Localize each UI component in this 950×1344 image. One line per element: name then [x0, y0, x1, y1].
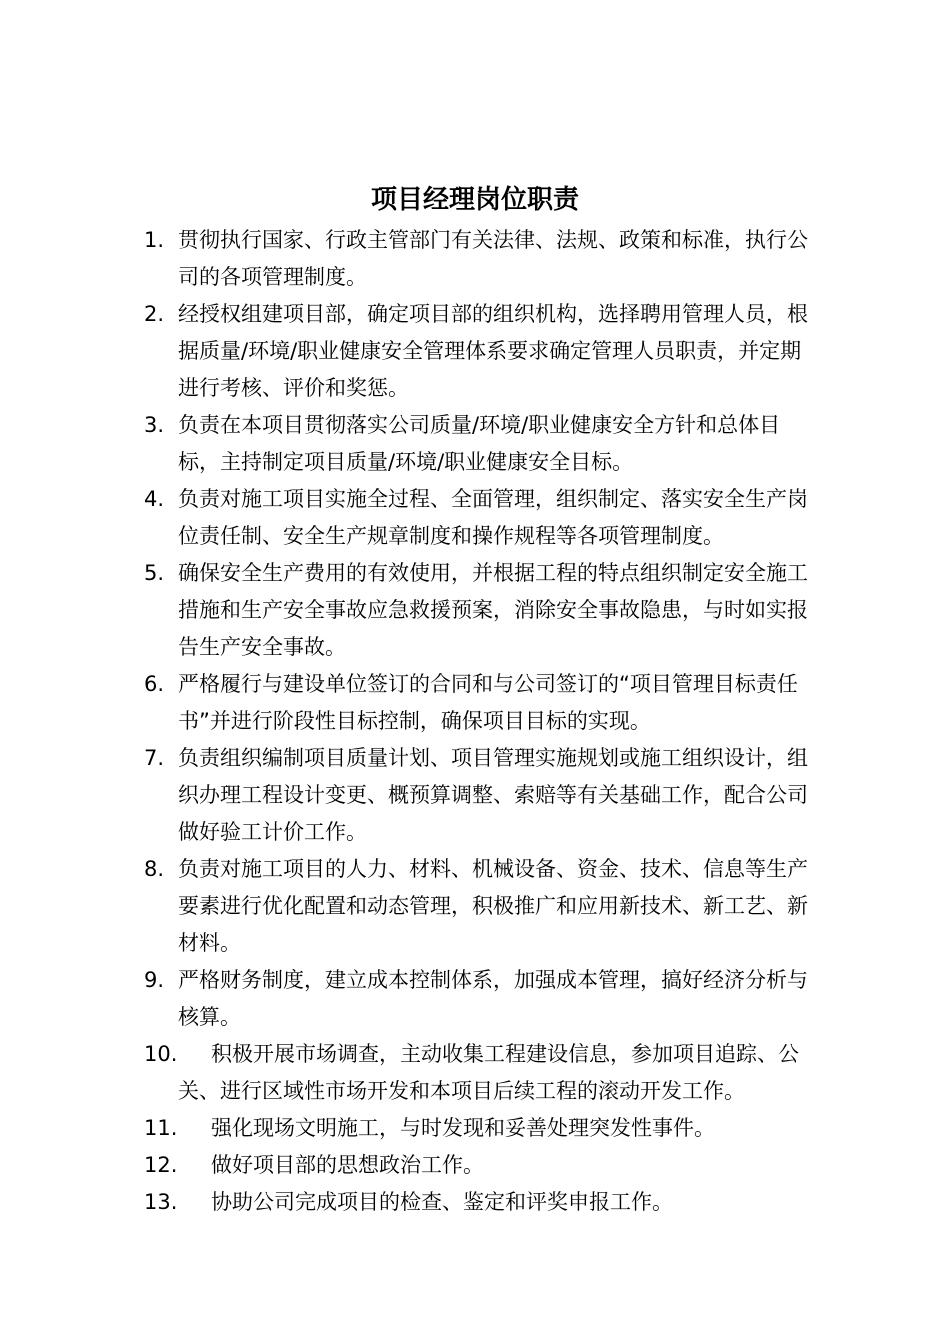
- list-item: [144, 740, 820, 851]
- list-item: [144, 1036, 820, 1110]
- list-item-number: 7.: [144, 746, 165, 770]
- list-item-number: 3.: [144, 413, 165, 437]
- list-item-text: 严格履行与建设单位签订的合同和与公司签订的“项目管理目标责任书”并进行阶段性目标控制，确保项目目标的实现。: [178, 672, 798, 733]
- list-item-text: 经授权组建项目部，确定项目部的组织机构，选择聘用管理人员，根据质量/环境/职业健康安全管理体系要求确定管理人员职责，并定期进行考核、评价和奖惩。: [178, 302, 808, 400]
- list-item-number: 5.: [144, 561, 165, 585]
- list-item-text: 做好项目部的思想政治工作。: [211, 1153, 484, 1177]
- list-item-number: 13.: [144, 1190, 178, 1214]
- list-item: [144, 962, 820, 1036]
- list-item-text: 负责组织编制项目质量计划、项目管理实施规划或施工组织设计，组织办理工程设计变更、概预算调整、索赔等有关基础工作，配合公司做好验工计价工作。: [178, 746, 808, 844]
- list-item-text: 积极开展市场调查，主动收集工程建设信息，参加项目追踪、公关、进行区域性市场开发和本项目后续工程的滚动开发工作。: [178, 1042, 799, 1103]
- list-item-number: 1.: [144, 228, 165, 252]
- list-item: [144, 296, 820, 407]
- list-item-text: 负责对施工项目实施全过程、全面管理，组织制定、落实安全生产岗位责任制、安全生产规章制度和操作规程等各项管理制度。: [178, 487, 808, 548]
- list-item-number: 8.: [144, 857, 165, 881]
- list-item-text: 严格财务制度，建立成本控制体系，加强成本管理，搞好经济分析与核算。: [178, 968, 808, 1029]
- list-item-number: 10.: [144, 1042, 178, 1066]
- list-item: [144, 666, 820, 740]
- list-item-number: 12.: [144, 1153, 178, 1177]
- list-item-number: 2.: [144, 302, 165, 326]
- list-item: [144, 1184, 820, 1221]
- list-item-text: 确保安全生产费用的有效使用，并根据工程的特点组织制定安全施工措施和生产安全事故应急救援预案，消除安全事故隐患，与时如实报告生产安全事故。: [178, 561, 808, 659]
- list-item-text: 贯彻执行国家、行政主管部门有关法律、法规、政策和标准，执行公司的各项管理制度。: [178, 228, 808, 289]
- list-item-number: 9.: [144, 968, 165, 992]
- list-item-text: 负责在本项目贯彻落实公司质量/环境/职业健康安全方针和总体目标，主持制定项目质量/环境/职业健康安全目标。: [178, 413, 781, 474]
- list-item-text: 协助公司完成项目的检查、鉴定和评奖申报工作。: [211, 1190, 673, 1214]
- list-item: [144, 407, 820, 481]
- duty-list: [144, 222, 820, 1221]
- list-item-number: 4.: [144, 487, 165, 511]
- list-item-number: 11.: [144, 1116, 178, 1140]
- list-item: [144, 222, 820, 296]
- list-item: [144, 555, 820, 666]
- list-item-text: 强化现场文明施工，与时发现和妥善处理突发性事件。: [211, 1116, 715, 1140]
- list-item-text: 负责对施工项目的人力、材料、机械设备、资金、技术、信息等生产要素进行优化配置和动态管理，积极推广和应用新技术、新工艺、新材料。: [178, 857, 808, 955]
- list-item: [144, 851, 820, 962]
- list-item: [144, 1110, 820, 1147]
- list-item-number: 6.: [144, 672, 165, 696]
- page-title: 项目经理岗位职责: [370, 185, 579, 215]
- list-item: [144, 1147, 820, 1184]
- list-item: [144, 481, 820, 555]
